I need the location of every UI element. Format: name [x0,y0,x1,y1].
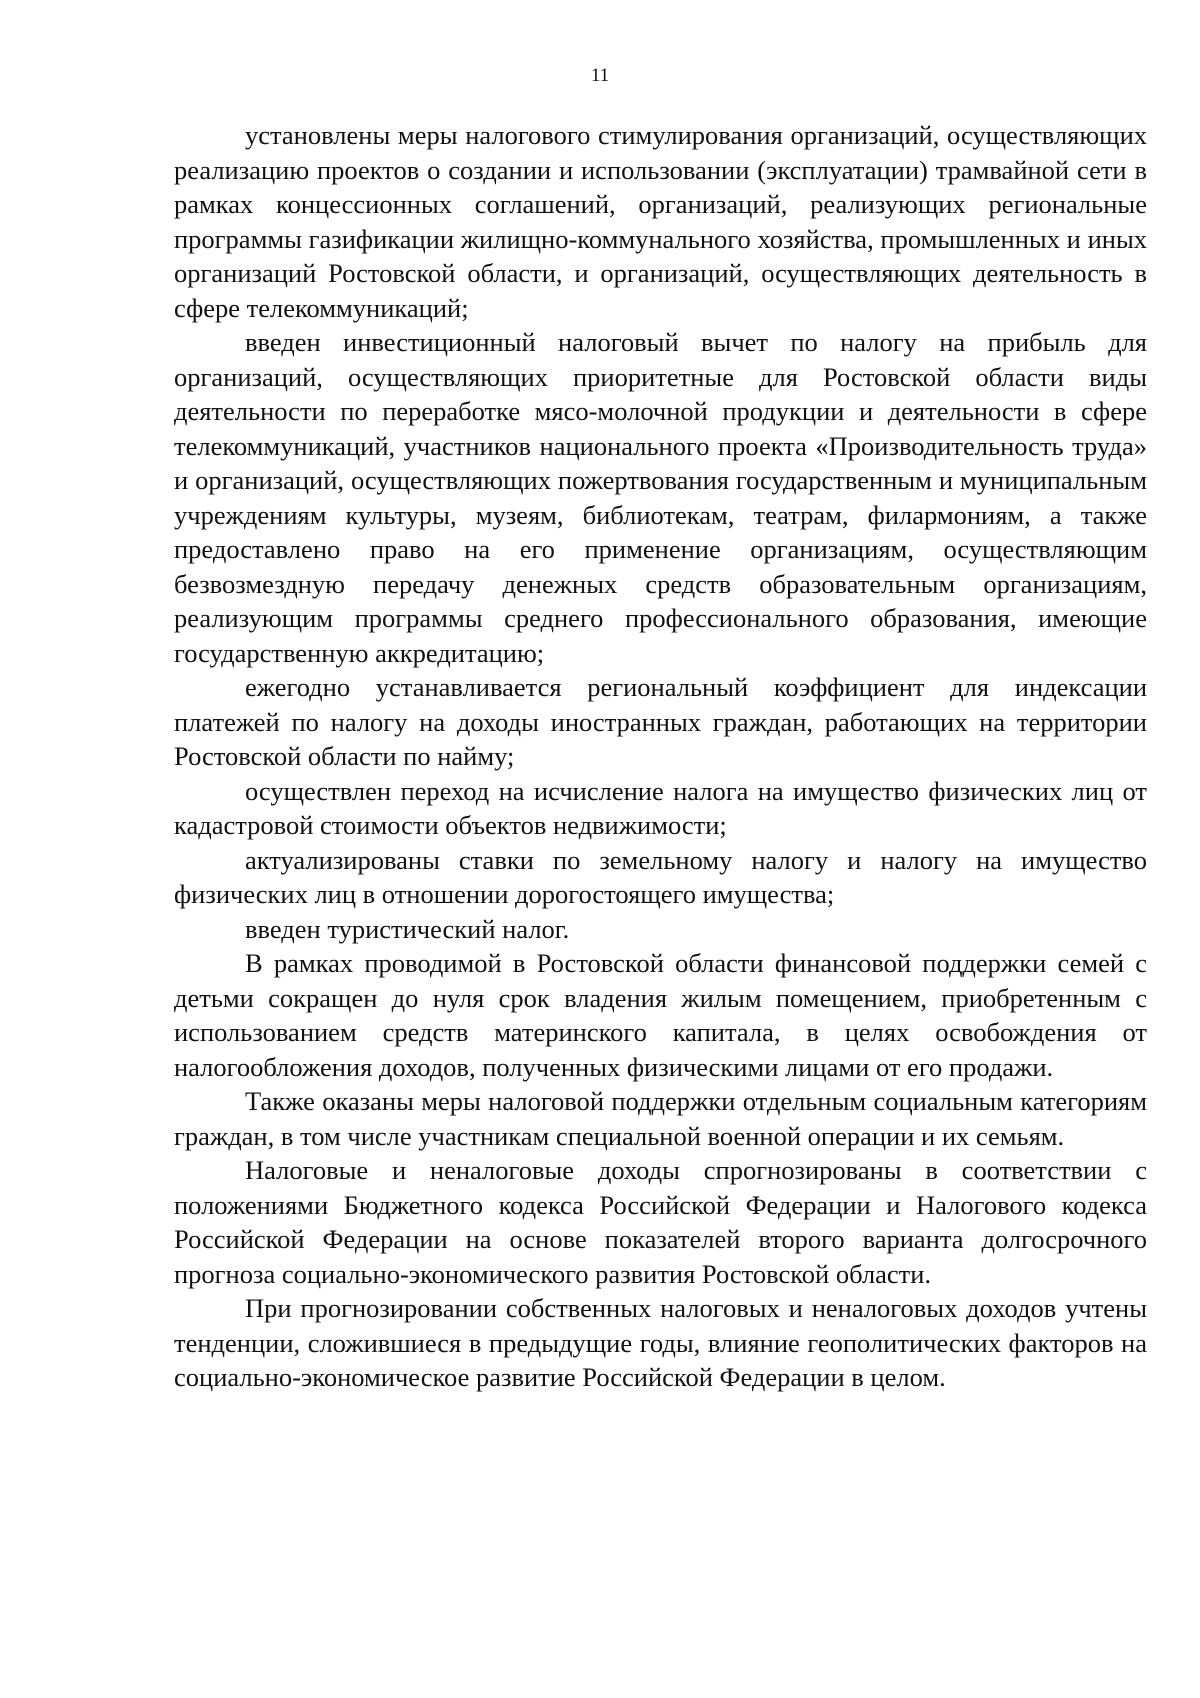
page-number: 11 [590,65,610,86]
paragraph-tax-incentives: установлены меры налогового стимулирования организаций, осуществляющих реализацию проектов о создании и использовании (эксплуатации) трамвайной сети в рамках концессионных соглашений, организаций, реализующих региональные программы газификации жилищно-коммунального хозяйства, промышленных и иных организаций Ростовской области, и организаций, осуществляющих деятельность в сфере телекоммуникаций; [174,120,1147,323]
paragraph-land-tax-rates: актуализированы ставки по земельному налогу и налогу на имущество физических лиц в отношении дорогостоящего имущества; [174,844,1147,909]
paragraph-cadastral-value: осуществлен переход на исчисление налога на имущество физических лиц от кадастровой стоимости объектов недвижимости; [174,775,1147,840]
document-body [174,118,1147,1395]
paragraph-tourist-tax: введен туристический налог. [245,913,570,944]
paragraph-forecast-trends: При прогнозировании собственных налоговых и неналоговых доходов учтены тенденции, сложившиеся в предыдущие годы, влияние геополитических факторов на социально-экономическое развитие Российской Федерации в целом. [174,1293,1147,1392]
paragraph-investment-deduction: введен инвестиционный налоговый вычет по налогу на прибыль для организаций, осуществляющих приоритетные для Ростовской области виды деятельности по переработке мясо-молочной продукции и деятельности в сфере телекоммуникаций, участников национального проекта «Производительность труда» и организаций, осуществляющих пожертвования государственным и муниципальным учреждениям культуры, музеям, библиотекам, театрам, филармониям, а также предоставлено право на его применение организациям, осуществляющим безвозмездную передачу денежных средств образовательным организациям, реализующим программы среднего профессионального образования, имеющие государственную аккредитацию; [174,327,1147,668]
paragraph-revenue-forecast: Налоговые и неналоговые доходы спрогнозированы в соответствии с положениями Бюджетного кодекса Российской Федерации и Налогового кодекса Российской Федерации на основе показателей второго варианта долгосрочного прогноза социально-экономического развития Ростовской области. [174,1155,1147,1289]
paragraph-family-support: В рамках проводимой в Ростовской области финансовой поддержки семей с детьми сокращен до нуля срок владения жилым помещением, приобретенным с использованием средств материнского капитала, в целях освобождения от налогообложения доходов, полученных физическими лицами от его продажи. [174,948,1147,1082]
paragraph-social-categories: Также оказаны меры налоговой поддержки отдельным социальным категориям граждан, в том числе участникам специальной военной операции и их семьям. [174,1086,1147,1151]
paragraph-regional-coefficient: ежегодно устанавливается региональный коэффициент для индексации платежей по налогу на доходы иностранных граждан, работающих на территории Ростовской области по найму; [174,672,1147,771]
